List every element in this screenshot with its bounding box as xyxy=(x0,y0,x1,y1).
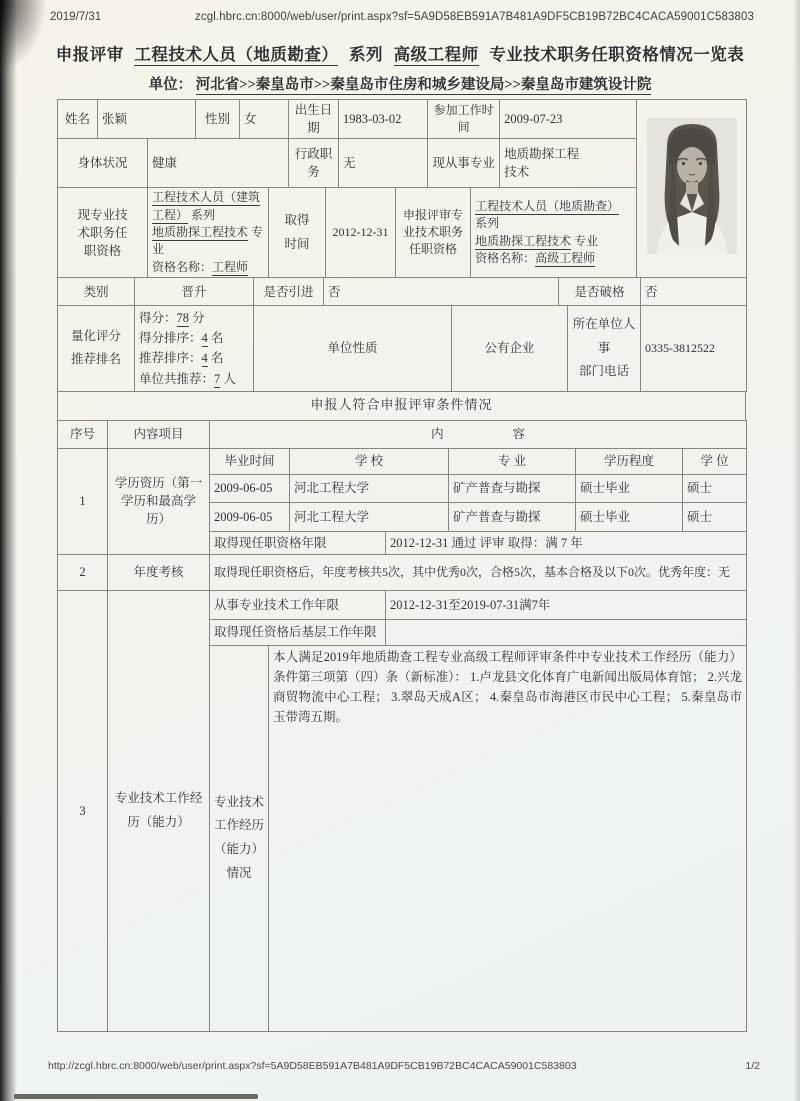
apply-major: 地质勘探工程技术 xyxy=(475,233,572,248)
apply-title-label: 申报评审专业技术职务任职资格 xyxy=(396,188,471,278)
category-label: 类别 xyxy=(58,278,135,306)
edu-header-degree: 学 位 xyxy=(683,448,747,474)
title-series: 工程技术人员（地质勘查） xyxy=(134,45,339,64)
base-years-value xyxy=(386,619,747,645)
phone-label: 所在单位人事 部门电话 xyxy=(568,306,641,392)
name-label: 姓名 xyxy=(58,100,98,139)
title-suffix: 专业技术职务任职资格情况一览表 xyxy=(489,45,745,64)
gender-value: 女 xyxy=(240,100,289,139)
current-title-label: 现专业技术职务任职资格 xyxy=(58,188,148,278)
unit-label: 单位： xyxy=(148,77,193,93)
qualification-years-label: 取得现任职资格年限 xyxy=(210,531,386,554)
obtain-time-label: 取得时间 xyxy=(269,188,326,278)
work-years-label: 从事专业技术工作年限 xyxy=(210,590,386,619)
portrait-illustration xyxy=(647,118,737,254)
section2-no: 2 xyxy=(58,554,108,590)
current-name: 工程师 xyxy=(212,259,249,274)
edu-row2-school: 河北工程大学 xyxy=(290,502,449,531)
current-major-suffix: 专业 xyxy=(152,225,264,257)
gender-label: 性别 xyxy=(196,100,240,139)
section2-content: 取得现任职资格后，年度考核共5次，其中优秀0次，合格5次，基本合格及以下0次。优秀年度：无 xyxy=(210,554,747,590)
obtain-time-value: 2012-12-31 xyxy=(326,188,396,278)
birth-value: 1983-03-02 xyxy=(339,100,428,139)
health-label: 身体状况 xyxy=(58,139,148,188)
print-header xyxy=(0,11,800,29)
edu-header-school: 学 校 xyxy=(290,448,449,474)
basic-info-table xyxy=(57,99,747,278)
org-type-label: 单位性质 xyxy=(254,306,452,392)
category-score-table xyxy=(57,277,747,392)
name-value: 张颖 xyxy=(98,100,196,139)
edu-row2-major: 矿产普查与勘探 xyxy=(449,502,576,531)
admin-label: 行政职务 xyxy=(289,139,339,188)
edu-header-degree-level: 学历程度 xyxy=(576,448,683,474)
apply-name-label: 资格名称： xyxy=(475,251,536,266)
score-block-label: 量化评分 推荐排名 xyxy=(58,306,135,392)
current-title-content xyxy=(148,188,269,278)
unit-line xyxy=(0,73,800,94)
edu-header-date: 毕业时间 xyxy=(210,448,290,474)
form-table xyxy=(57,100,746,1032)
apply-title-content xyxy=(471,188,637,278)
scan-right-shadow xyxy=(793,0,800,1101)
work-years-value: 2012-12-31至2019-07-31满7年 xyxy=(386,590,747,619)
work-start-value: 2009-07-23 xyxy=(500,100,637,139)
annual-review-table xyxy=(57,554,747,591)
scan-left-shadow xyxy=(0,0,17,1101)
experience-detail-label: 专业技术工作经历（能力）情况 xyxy=(210,645,269,1031)
work-start-label: 参加工作时间 xyxy=(428,100,500,139)
conditions-banner: 申报人符合申报评审条件情况 xyxy=(58,391,746,420)
apply-major-suffix: 专业 xyxy=(574,233,599,248)
admin-value: 无 xyxy=(339,139,428,188)
category-value: 晋升 xyxy=(135,278,254,306)
col-item-header: 内容项目 xyxy=(108,420,210,448)
page-number: 1/2 xyxy=(745,1060,760,1072)
current-major: 地质勘探工程技术 xyxy=(152,225,249,240)
edu-row2-degree: 硕士 xyxy=(683,502,747,531)
print-date: 2019/7/31 xyxy=(50,11,102,23)
score-details: 得分：78 分 得分排序：4 名 推荐排序：4 名 单位共推荐：7 人 xyxy=(135,306,254,392)
unit-value: 河北省>>秦皇岛市>>秦皇岛市住房和城乡建设局>>秦皇岛市建筑设计院 xyxy=(195,77,652,93)
print-footer xyxy=(48,1060,760,1072)
edu-row1-degree: 硕士 xyxy=(683,474,747,502)
phone-value: 0335-3812522 xyxy=(641,306,747,392)
edu-header-major: 专 业 xyxy=(449,448,576,474)
import-value: 否 xyxy=(324,278,559,306)
profession-label: 现从事专业 xyxy=(428,139,500,188)
exception-label: 是否破格 xyxy=(559,278,641,306)
experience-detail-content: 本人满足2019年地质勘查工程专业高级工程师评审条件中专业技术工作经历（能力）条件第三项第（四）条（新标准）： 1.卢龙县文化体育广电新闻出版局体育馆； 2.兴龙商贸物流中心工程； 3.翠岛天成A区； 4.秦皇岛市海港区市民中心工程； 5.秦皇岛市玉带湾五期。 xyxy=(269,645,747,1031)
apply-name: 高级工程师 xyxy=(535,251,596,266)
edu-row2-date: 2009-06-05 xyxy=(210,502,290,531)
section2-item: 年度考核 xyxy=(108,554,210,590)
current-series-suffix: 系列 xyxy=(191,207,216,222)
title-rank: 高级工程师 xyxy=(393,45,479,64)
title-prefix: 申报评审 xyxy=(55,45,124,64)
birth-label: 出生日期 xyxy=(289,100,339,139)
edu-row1-school: 河北工程大学 xyxy=(290,474,449,502)
col-no-header: 序号 xyxy=(58,420,108,448)
edu-row1-level: 硕士毕业 xyxy=(576,474,683,502)
edu-row1-date: 2009-06-05 xyxy=(210,474,290,502)
work-experience-table xyxy=(57,590,747,1032)
print-footer-url: http://zcgl.hbrc.cn:8000/web/user/print.aspx?sf=5A9D58EB591A7B481A9DF5CB19B72BC4CACA59001C583803 xyxy=(48,1060,577,1072)
base-years-label: 取得现任资格后基层工作年限 xyxy=(210,619,386,645)
applicant-photo xyxy=(647,118,737,254)
conditions-header-table xyxy=(57,420,747,449)
import-label: 是否引进 xyxy=(254,278,324,306)
conditions-banner-table xyxy=(57,391,746,421)
page-title xyxy=(0,41,800,65)
scan-bottom-artifact xyxy=(14,1094,258,1099)
title-mid: 系列 xyxy=(349,45,383,64)
section3-no: 3 xyxy=(58,590,108,1031)
qualification-years-value: 2012-12-31 通过 评审 取得：满 7 年 xyxy=(386,531,747,554)
section3-item: 专业技术工作经历（能力） xyxy=(108,590,210,1031)
edu-row1-major: 矿产普查与勘探 xyxy=(449,474,576,502)
section1-item: 学历资历（第一学历和最高学历） xyxy=(108,448,210,554)
profession-value: 地质勘探工程技术 xyxy=(500,139,637,188)
education-table xyxy=(57,448,747,555)
photo-cell xyxy=(637,100,747,278)
apply-series: 工程技术人员（地质勘查） xyxy=(475,198,620,213)
org-type-value: 公有企业 xyxy=(452,306,568,392)
health-value: 健康 xyxy=(148,139,289,188)
current-series: 工程技术人员（建筑工程） xyxy=(152,190,261,222)
section1-no: 1 xyxy=(58,448,108,554)
apply-series-suffix: 系列 xyxy=(475,216,500,231)
exception-value: 否 xyxy=(641,278,747,306)
print-header-url: zcgl.hbrc.cn:8000/web/user/print.aspx?sf=5A9D58EB591A7B481A9DF5CB19B72BC4CACA59001C583803 xyxy=(195,11,755,23)
col-content-header: 内 容 xyxy=(210,420,747,448)
current-name-label: 资格名称： xyxy=(152,259,213,274)
edu-row2-level: 硕士毕业 xyxy=(576,502,683,531)
